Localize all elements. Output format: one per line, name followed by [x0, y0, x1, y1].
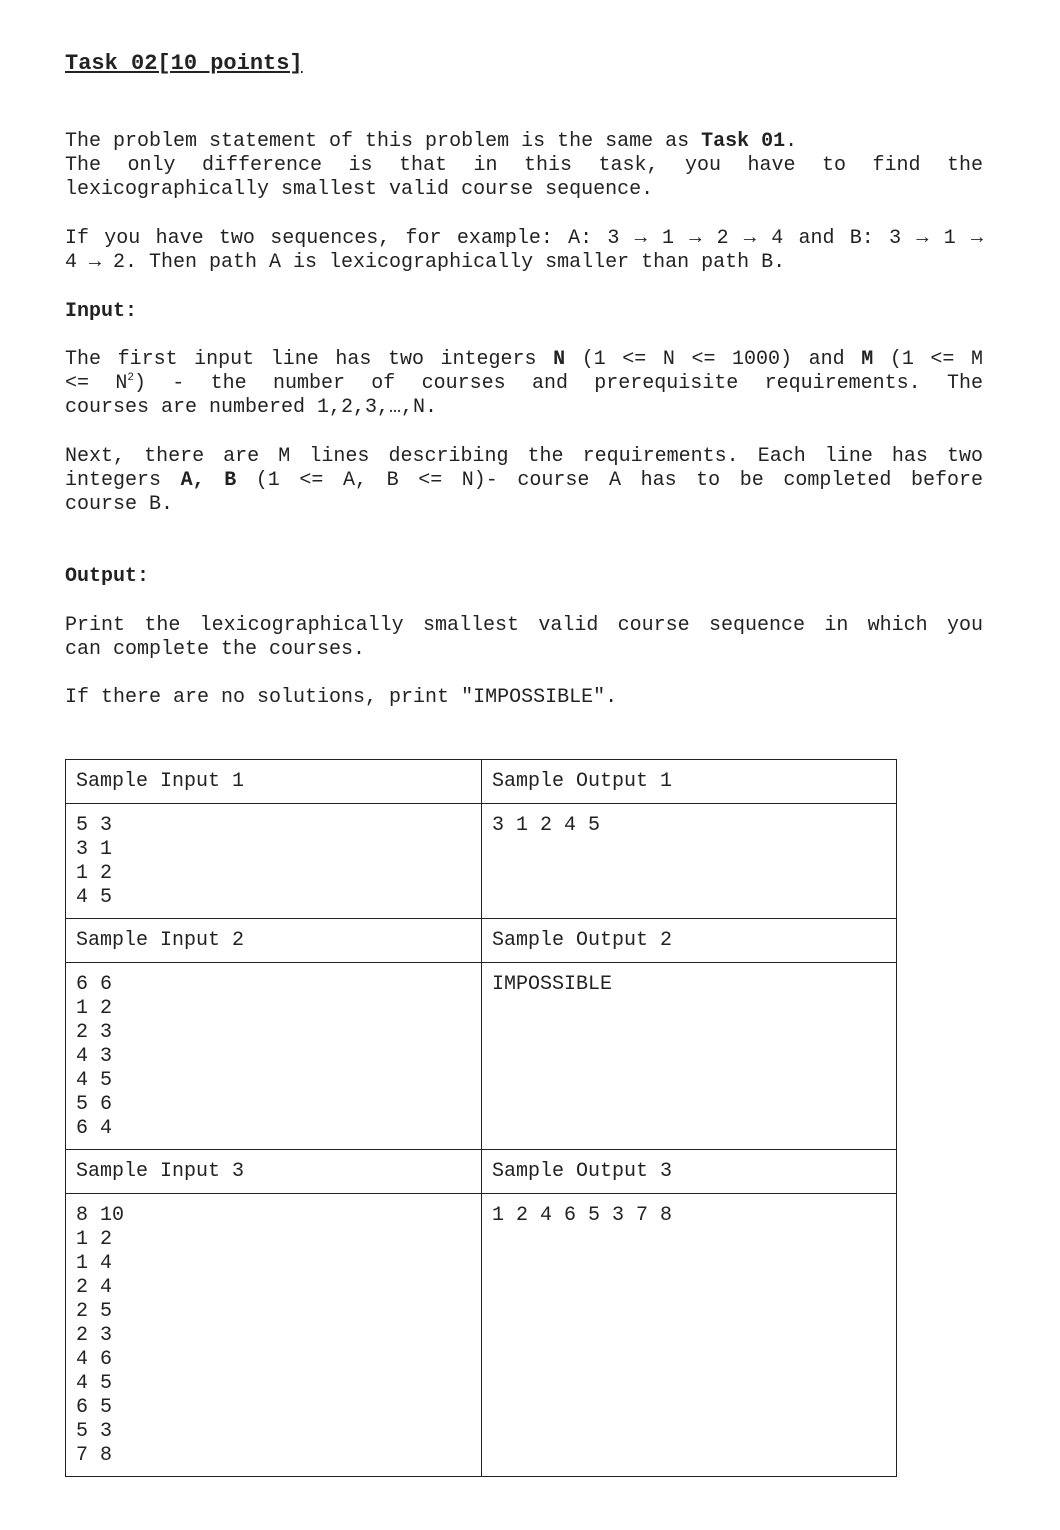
task-title: Task 02[10 points] [65, 51, 303, 76]
sample-3-header-row [66, 1150, 897, 1194]
intro-line-1: The problem statement of this problem is the same as Task 01. [65, 130, 798, 153]
example-paragraph [65, 227, 983, 275]
output-paragraph-1 [65, 614, 983, 662]
sample-2-header-row [66, 919, 897, 963]
sample-output-2-label: Sample Output 2 [482, 919, 897, 963]
example-line-2: 4 → 2. Then path A is lexicographically smaller than path B. [65, 251, 786, 274]
samples-table [65, 759, 897, 1477]
sample-1-body-row [66, 804, 897, 919]
input-p2-line-3: course B. [65, 493, 174, 516]
sample-input-3-label: Sample Input 3 [66, 1150, 482, 1194]
sample-3-body-row [66, 1194, 897, 1477]
sample-output-2: IMPOSSIBLE [482, 963, 897, 1150]
input-p2-line-2: integers A, B (1 <= A, B <= N)- course A has to be completed before [65, 469, 983, 492]
sample-input-2-label: Sample Input 2 [66, 919, 482, 963]
sample-input-1: 5 3 3 1 1 2 4 5 [66, 804, 482, 919]
input-p1-line-2: <= $N^2$) - the number of courses and prerequisite requirements. The [65, 372, 983, 395]
input-heading: Input: [65, 300, 138, 323]
output-p1-line-1: Print the lexicographically smallest valid course sequence in which you [65, 614, 983, 637]
sample-output-3-label: Sample Output 3 [482, 1150, 897, 1194]
intro-paragraph [65, 130, 983, 202]
sample-input-1-label: Sample Input 1 [66, 760, 482, 804]
output-p1-line-2: can complete the courses. [65, 638, 366, 661]
input-p2-line-1: Next, there are M lines describing the requirements. Each line has two [65, 445, 983, 468]
intro-line-3: lexicographically smallest valid course sequence. [65, 178, 654, 201]
output-paragraph-2: If there are no solutions, print "IMPOSSIBLE". [65, 686, 618, 709]
output-heading: Output: [65, 565, 150, 588]
input-paragraph-1 [65, 348, 983, 420]
example-line-1: If you have two sequences, for example: A: 3 → 1 → 2 → 4 and B: 3 → 1 → [65, 227, 983, 250]
intro-line-2: The only difference is that in this task, you have to find the [65, 154, 983, 177]
sample-output-3: 1 2 4 6 5 3 7 8 [482, 1194, 897, 1477]
sample-1-header-row [66, 760, 897, 804]
input-paragraph-2 [65, 445, 983, 517]
sample-output-1: 3 1 2 4 5 [482, 804, 897, 919]
sample-input-3: 8 10 1 2 1 4 2 4 2 5 2 3 4 6 4 5 6 5 5 3 7 8 [66, 1194, 482, 1477]
input-p1-line-3: courses are numbered 1,2,3,…,N. [65, 396, 438, 419]
input-p1-line-1: The first input line has two integers N (1 <= N <= 1000) and M (1 <= M [65, 348, 983, 371]
sample-2-body-row [66, 963, 897, 1150]
sample-output-1-label: Sample Output 1 [482, 760, 897, 804]
sample-input-2: 6 6 1 2 2 3 4 3 4 5 5 6 6 4 [66, 963, 482, 1150]
